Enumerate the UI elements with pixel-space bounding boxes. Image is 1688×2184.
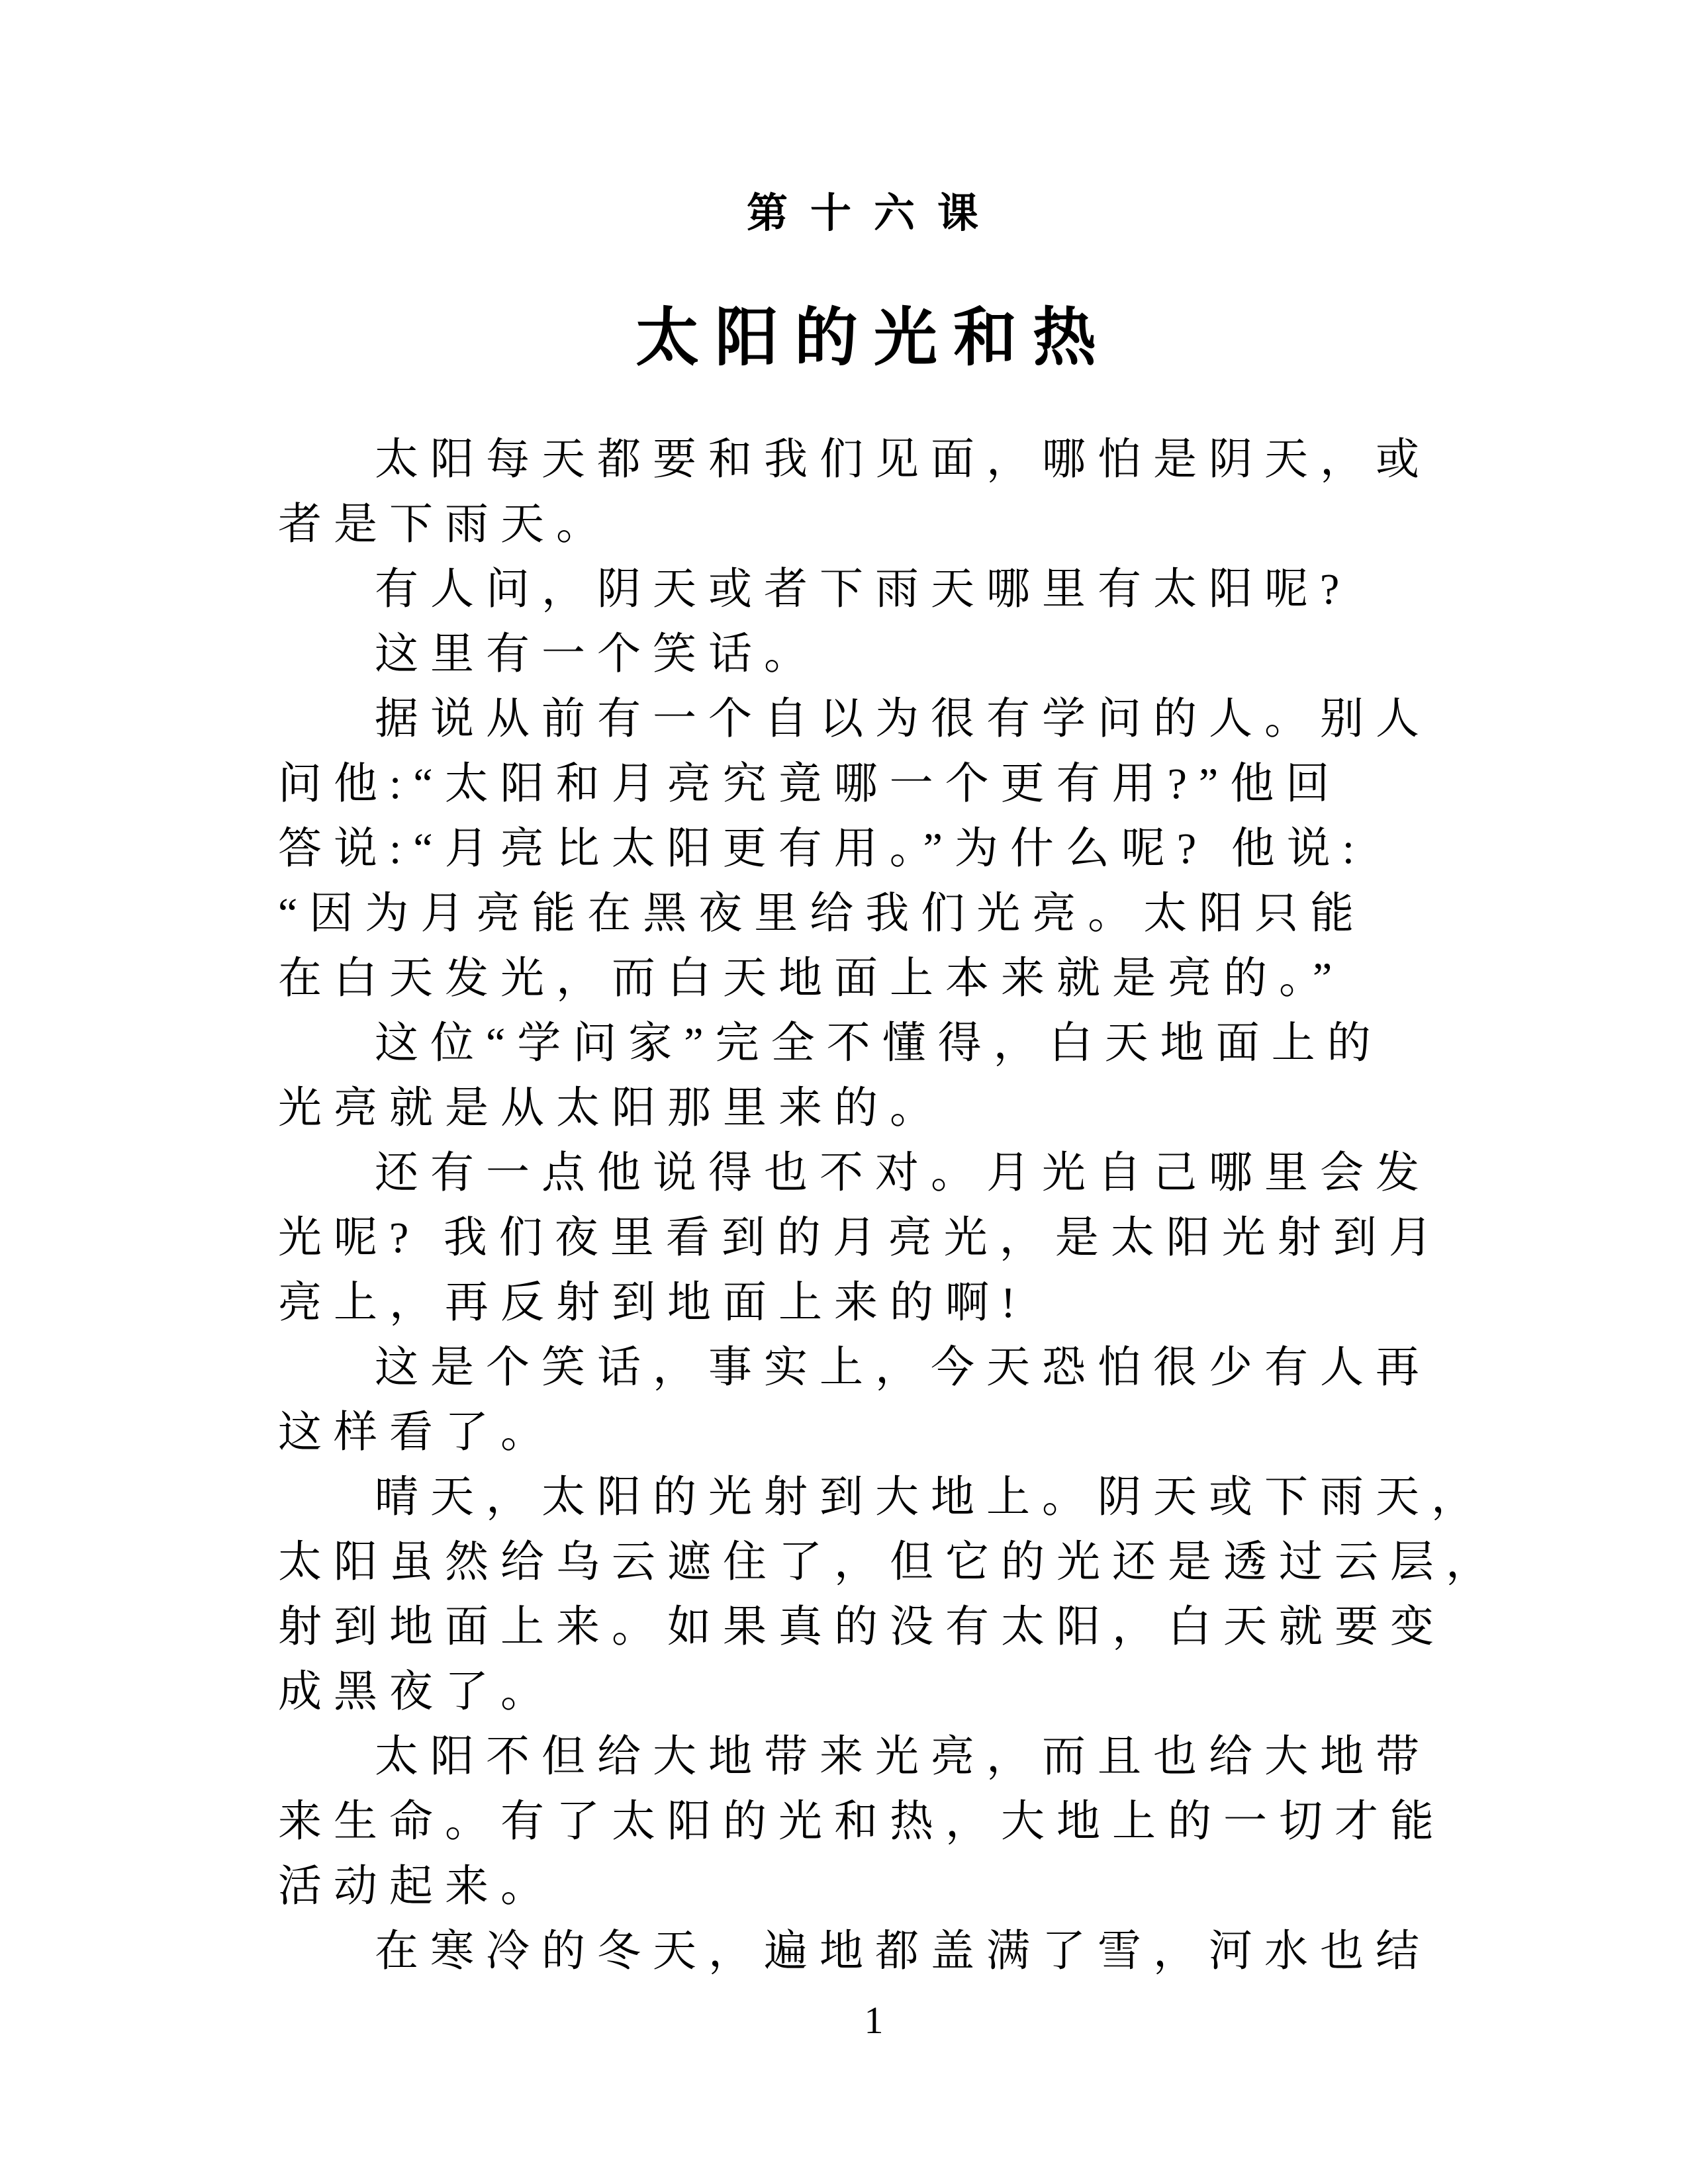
text-line: 者是下雨天。 xyxy=(278,500,612,549)
text-line: 这里有一个笑话。 xyxy=(375,630,820,678)
text-line: 据说从前有一个自以为很有学问的人。别人 xyxy=(375,695,1431,743)
text-line: 晴天，太阳的光射到大地上。阴天或下雨天， xyxy=(375,1473,1487,1522)
text-line: 在白天发光，而白天地面上本来就是亮的。” xyxy=(278,954,1344,1003)
text-line: 这样看了。 xyxy=(278,1408,556,1457)
text-line: 光呢? 我们夜里看到的月亮光，是太阳光射到月 xyxy=(278,1214,1444,1262)
body-text xyxy=(278,428,1501,1984)
text-line: 在寒冷的冬天，遍地都盖满了雪，河水也结 xyxy=(375,1927,1431,1976)
text-line: 太阳每天都要和我们见面，哪怕是阴天，或 xyxy=(375,435,1431,484)
text-line: 成黑夜了。 xyxy=(278,1668,556,1716)
text-line: 还有一点他说得也不对。月光自己哪里会发 xyxy=(375,1149,1431,1197)
text-line: 光亮就是从太阳那里来的。 xyxy=(278,1084,945,1132)
lesson-title: 太阳的光和热 xyxy=(635,302,1112,373)
text-line: 有人问，阴天或者下雨天哪里有太阳呢? xyxy=(375,565,1352,614)
lesson-heading: 第十六课 xyxy=(746,191,1001,236)
text-line: 太阳不但给大地带来光亮，而且也给大地带 xyxy=(375,1733,1431,1781)
text-line: 来生命。有了太阳的光和热，大地上的一切才能 xyxy=(278,1797,1446,1846)
text-line: 射到地面上来。如果真的没有太阳，白天就要变 xyxy=(278,1603,1446,1651)
text-line: 问他:“太阳和月亮究竟哪一个更有用?”他回 xyxy=(278,760,1342,808)
text-line: 亮上，再反射到地面上来的啊! xyxy=(278,1279,1027,1327)
text-line: 这是个笑话，事实上，今天恐怕很少有人再 xyxy=(375,1343,1431,1392)
text-line: 这位“学问家”完全不懂得，白天地面上的 xyxy=(375,1019,1383,1068)
page-number: 1 xyxy=(864,1999,884,2042)
text-line: 答说:“月亮比太阳更有用。”为什么呢? 他说: xyxy=(278,825,1367,873)
text-line: 太阳虽然给乌云遮住了，但它的光还是透过云层， xyxy=(278,1538,1501,1586)
text-line: 活动起来。 xyxy=(278,1862,556,1911)
text-line: “因为月亮能在黑夜里给我们光亮。太阳只能 xyxy=(278,889,1366,938)
